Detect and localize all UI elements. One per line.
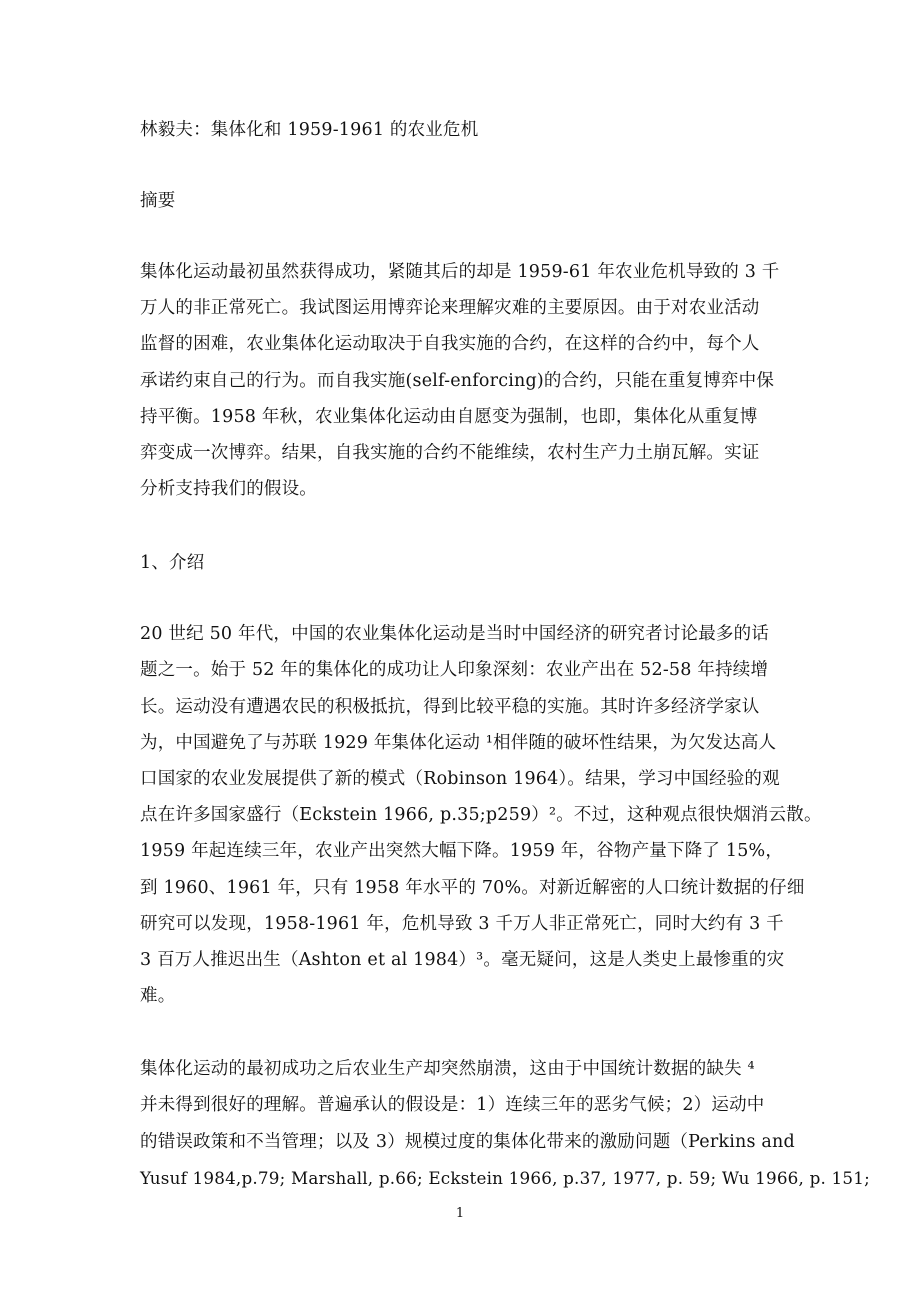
text-line: 集体化运动的最初成功之后农业生产却突然崩溃，这由于中国统计数据的缺失 ⁴ — [140, 1059, 755, 1079]
text-line: Yusuf 1984,p.79; Marshall, p.66; Eckstein 1966, p.37, 1977, p. 59; Wu 1966, p. 151; — [140, 1168, 870, 1188]
text-line: 弈变成一次博弈。结果，自我实施的合约不能维续，农村生产力土崩瓦解。实证 — [140, 443, 760, 463]
text-line: 到 1960、1961 年，只有 1958 年水平的 70%。对新近解密的人口统计数据的仔细 — [140, 878, 805, 898]
text-line: 点在许多国家盛行（Eckstein 1966, p.35;p259）²。不过，这种观点很快烟消云散。 — [140, 805, 822, 825]
text-line: 口国家的农业发展提供了新的模式（Robinson 1964）。结果，学习中国经验的观 — [140, 769, 780, 789]
text-line: 并未得到很好的理解。普遍承认的假设是：1）连续三年的恶劣气候；2）运动中 — [140, 1095, 765, 1115]
text-line: 集体化运动最初虽然获得成功，紧随其后的却是 1959-61 年农业危机导致的 3 千 — [140, 262, 780, 282]
text-line: 为，中国避免了与苏联 1929 年集体化运动 ¹相伴随的破坏性结果，为欠发达高人 — [140, 733, 777, 753]
text-line: 承诺约束自己的行为。而自我实施(self-enforcing)的合约，只能在重复博弈中保 — [140, 371, 775, 391]
text-line: 长。运动没有遭遇农民的积极抵抗，得到比较平稳的实施。其时许多经济学家认 — [140, 697, 760, 717]
text-line: 持平衡。1958 年秋，农业集体化运动由自愿变为强制，也即，集体化从重复博 — [140, 407, 758, 427]
section-heading: 1、介绍 — [140, 553, 205, 573]
text-line: 3 百万人推迟出生（Ashton et al 1984）³。毫无疑问，这是人类史上最惨重的灾 — [140, 950, 785, 970]
text-line: 1959 年起连续三年，农业产出突然大幅下降。1959 年，谷物产量下降了 15%， — [140, 841, 784, 861]
text-line: 监督的困难，农业集体化运动取决于自我实施的合约，在这样的合约中，每个人 — [140, 334, 760, 354]
page-number: 1 — [455, 1206, 465, 1221]
text-line: 难。 — [140, 986, 176, 1006]
text-line: 题之一。始于 52 年的集体化的成功让人印象深刻：农业产出在 52-58 年持续增 — [140, 660, 769, 680]
text-line: 分析支持我们的假设。 — [140, 479, 317, 499]
text-line: 的错误政策和不当管理；以及 3）规模过度的集体化带来的激励问题（Perkins and — [140, 1132, 795, 1152]
abstract-heading: 摘要 — [140, 191, 176, 211]
document-title: 林毅夫：集体化和 1959-1961 的农业危机 — [140, 120, 479, 140]
text-line: 20 世纪 50 年代，中国的农业集体化运动是当时中国经济的研究者讨论最多的话 — [140, 624, 770, 644]
text-line: 研究可以发现，1958-1961 年，危机导致 3 千万人非正常死亡，同时大约有 3 千 — [140, 914, 784, 934]
text-line: 万人的非正常死亡。我试图运用博弈论来理解灾难的主要原因。由于对农业活动 — [140, 298, 760, 318]
